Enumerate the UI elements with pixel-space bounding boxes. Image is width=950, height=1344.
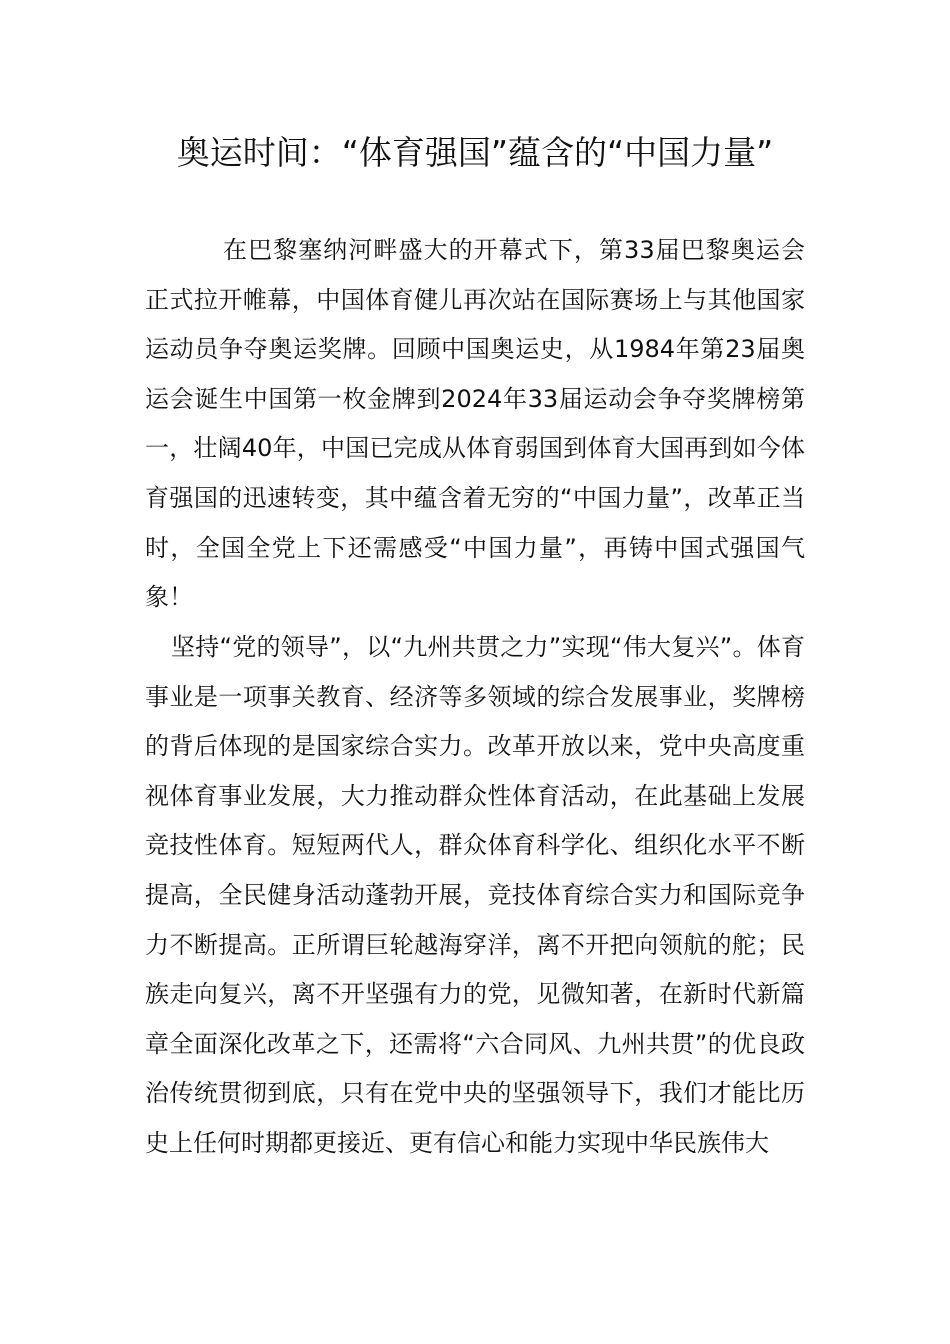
- paragraph-party-leadership: 坚持“党的领导”，以“九州共贯之力”实现“伟大复兴”。体育事业是一项事关教育、经济等多领域的综合发展事业，奖牌榜的背后体现的是国家综合实力。改革开放以来，党中央高度重视体育事业发展，大力推动群众性体育活动，在此基础上发展竞技性体育。短短两代人，群众体育科学化、组织化水平不断提高，全民健身活动蓬勃开展，竞技体育综合实力和国际竞争力不断提高。正所谓巨轮越海穿洋，离不开把向领航的舵；民族走向复兴，离不开坚强有力的党，见微知著，在新时代新篇章全面深化改革之下，还需将“六合同风、九州共贯”的优良政治传统贯彻到底，只有在党中央的坚强领导下，我们才能比历史上任何时期都更接近、更有信心和能力实现中华民族伟大: [145, 633, 805, 1157]
- document-title: 奥运时间：“体育强国”蕴含的“中国力量”: [176, 133, 774, 172]
- paragraph-opening: 在巴黎塞纳河畔盛大的开幕式下，第33届巴黎奥运会正式拉开帷幕，中国体育健儿再次站在国际赛场上与其他国家运动员争夺奥运奖牌。回顾中国奥运史，从1984年第23届奥运会诞生中国第一枚金牌到2024年33届运动会争夺奖牌榜第一，壮阔40年，中国已完成从体育弱国到体育大国再到如今体育强国的迅速转变，其中蕴含着无穷的“中国力量”，改革正当时，全国全党上下还需感受“中国力量”，再铸中国式强国气象！: [145, 236, 805, 612]
